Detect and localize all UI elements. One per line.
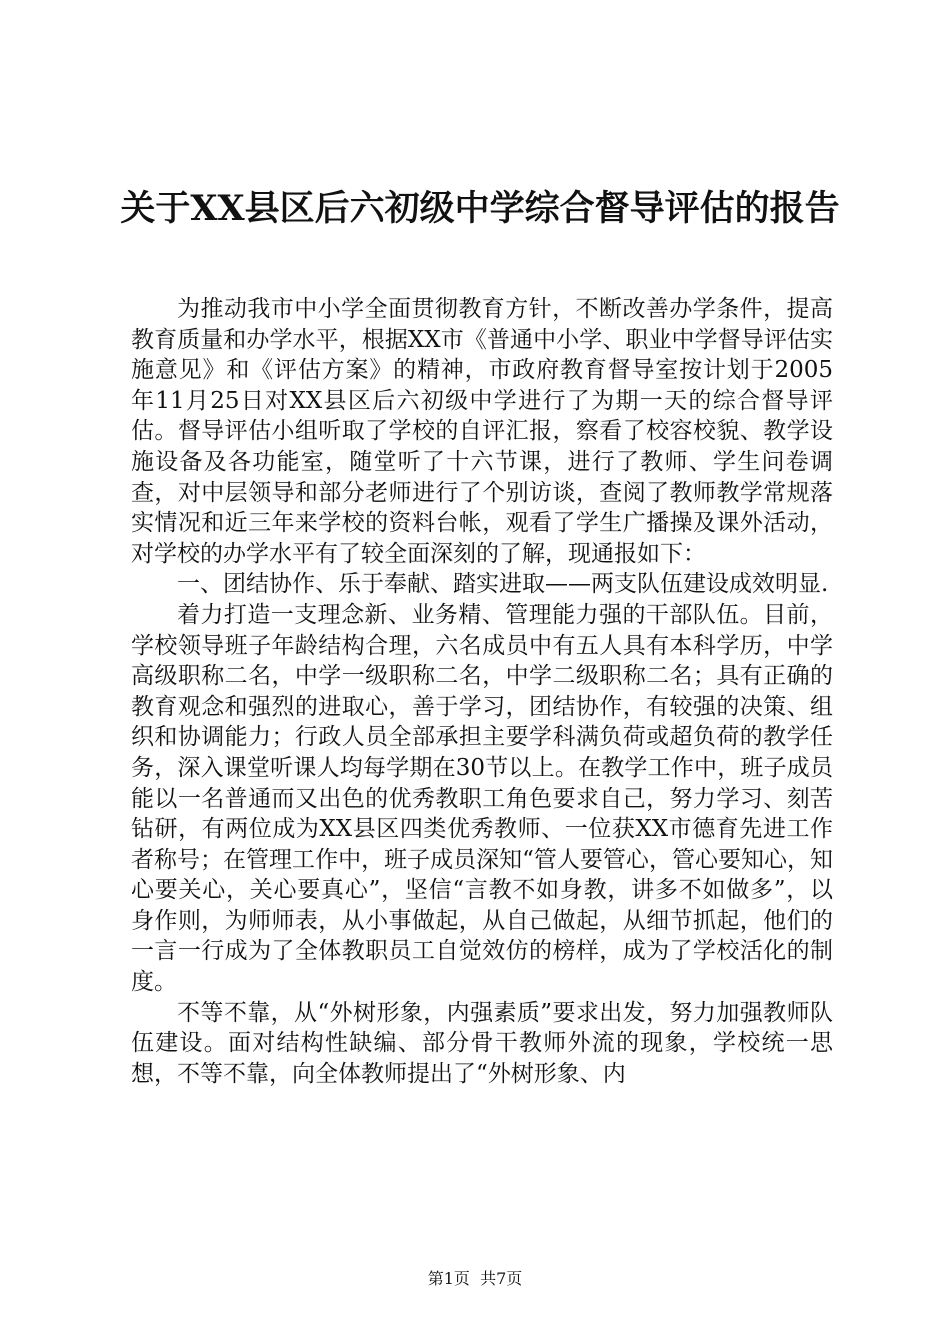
paragraph-teacher-team: 不等不靠，从“外树形象，内强素质”要求出发，努力加强教师队伍建设。面对结构性缺编、部分骨干教师外流的现象，学校统一思想，不等不靠，向全体教师提出了“外树形象、内: [131, 999, 833, 1087]
page-number-total: 共7页: [480, 1269, 523, 1288]
document-title: 关于XX县区后六初级中学综合督导评估的报告: [120, 188, 840, 229]
page-number-current: 第1页: [427, 1269, 470, 1288]
paragraph-intro: 为推动我市中小学全面贯彻教育方针，不断改善办学条件，提高教育质量和办学水平，根据XX市《普通中小学、职业中学督导评估实施意见》和《评估方案》的精神，市政府教育督导室按计划于2005年11月25日对XX县区后六初级中学进行了为期一天的综合督导评估。督导评估小组听取了学校的自评汇报，察看了校容校貌、教学设施设备及各功能室，随堂听了十六节课，进行了教师、学生问卷调查，对中层领导和部分老师进行了个别访谈，查阅了教师教学常规落实情况和近三年来学校的资料台帐，观看了学生广播操及课外活动，对学校的办学水平有了较全面深刻的了解，现通报如下：: [131, 296, 833, 567]
paragraph-section-heading: 一、团结协作、乐于奉献、踏实进取——两支队伍建设成效明显.: [177, 571, 829, 598]
paragraph-leadership-team: 着力打造一支理念新、业务精、管理能力强的干部队伍。目前，学校领导班子年龄结构合理，六名成员中有五人具有本科学历，中学高级职称二名，中学一级职称二名，中学二级职称二名；具有正确的教育观念和强烈的进取心，善于学习，团结协作，有较强的决策、组织和协调能力；行政人员全部承担主要学科满负荷或超负荷的教学任务，深入课堂听课人均每学期在30节以上。在教学工作中，班子成员能以一名普通而又出色的优秀教职工角色要求自己，努力学习、刻苦钻研，有两位成为XX县区四类优秀教师、一位获XX市德育先进工作者称号；在管理工作中，班子成员深知“管人要管心，管心要知心，知心要关心，关心要真心”，坚信“言教不如身教，讲多不如做多”，以身作则，为师师表，从小事做起，从自己做起，从细节抓起，他们的一言一行成为了全体教职员工自觉效仿的榜样，成为了学校活化的制度。: [131, 601, 833, 996]
document-body: [131, 294, 833, 1089]
page-footer: [0, 1269, 950, 1289]
